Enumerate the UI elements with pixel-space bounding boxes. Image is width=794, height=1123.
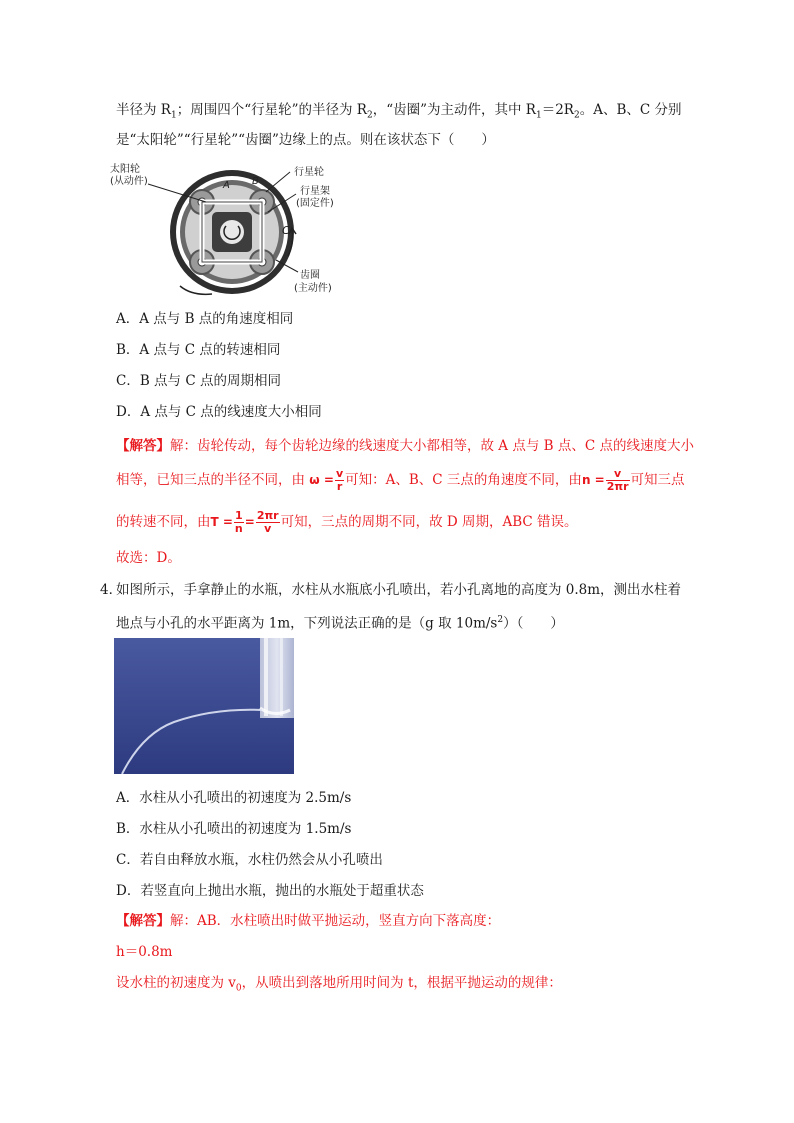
q3-option-b: B．A 点与 C 点的转速相同 [116,342,281,358]
point-c-label: C [282,224,290,237]
q3-option-a: A．A 点与 B 点的角速度相同 [116,311,294,327]
q4-answer-line-3: 设水柱的初速度为 $v_0$，从喷出到落地所用时间为 t，根据平抛运动的规律： [116,975,562,994]
label-carrier: 行星架 [300,186,330,197]
q3-stem-line-2: 是“太阳轮”“行星轮”“齿圈”边缘上的点。则在该状态下（ ） [116,132,495,148]
q3-option-c: C．B 点与 C 点的周期相同 [116,373,281,389]
fraction-v-over-r: $\frac{v}{r}$ [335,467,344,493]
label-carrier-sub: (固定件) [296,198,334,209]
fraction-v-over-2pir: $\frac{v}{2\pi r}$ [606,467,629,493]
label-ring-gear: 齿圈 [300,270,320,281]
q3-answer-line-1: 【解答】解：齿轮传动，每个齿轮边缘的线速度大小都相等，故 A 点与 B 点、C 点的线速度大小 [116,438,694,454]
q3-answer-line-2: 相等，已知三点的半径不同，由 ω = $\frac{v}{r}$ 可知：A、B、C 三点的角速度不同，由n = $\frac{v}{2\pi r}$ 可知三点 [116,467,685,493]
label-sun-gear-sub: (从动件) [110,176,148,187]
q4-stem-line-2: 地点与小孔的水平距离为 1m，下列说法正确的是（g 取 $10m/s^2$）（ ） [116,615,564,632]
point-a-label: A [223,180,230,191]
q4-answer-line-1: 【解答】解：AB．水柱喷出时做平抛运动，竖直方向下落高度： [116,913,501,929]
q3-stem-line-1: 半径为 $R_1$；周围四个“行星轮”的半径为 $R_2$，“齿圈”为主动件，其中 $R_1=2R_2$。A、B、C 分别 [116,102,682,121]
q4-option-d: D．若竖直向上抛出水瓶，抛出的水瓶处于超重状态 [116,883,424,899]
fraction-1-over-n: $\frac{1}{n}$ [234,509,243,535]
answer-tag: 【解答】 [116,913,170,929]
q4-number: 4． [100,582,123,598]
point-b-label: B [252,176,259,187]
fraction-2pir-over-v: $\frac{2\pi r}{v}$ [256,509,279,535]
water-bottle-photo [114,638,294,774]
label-ring-gear-sub: (主动件) [294,283,332,294]
q4-stem-line-1: 如图所示，手拿静止的水瓶，水柱从水瓶底小孔喷出，若小孔离地的高度为 0.8m，测出水柱着 [116,582,682,598]
planetary-gear-figure [108,160,358,298]
q4-option-c: C．若自由释放水瓶，水柱仍然会从小孔喷出 [116,852,383,868]
q3-answer-line-3: 的转速不同，由T = $\frac{1}{n}$ = $\frac{2\pi r}{v}$ 可知，三点的周期不同，故 D 周期，ABC 错误。 [116,509,578,535]
q3-option-d: D．A 点与 C 点的线速度大小相同 [116,404,322,420]
q4-option-a: A．水柱从小孔喷出的初速度为 2.5m/s [116,790,352,806]
q4-option-b: B．水柱从小孔喷出的初速度为 1.5m/s [116,821,352,837]
q3-answer-choice: 故选：D。 [116,550,181,566]
label-planet-gear: 行星轮 [294,167,324,178]
answer-tag: 【解答】 [116,438,170,454]
q4-answer-line-2: h＝0.8m [116,944,173,960]
label-sun-gear: 太阳轮 [110,164,140,175]
